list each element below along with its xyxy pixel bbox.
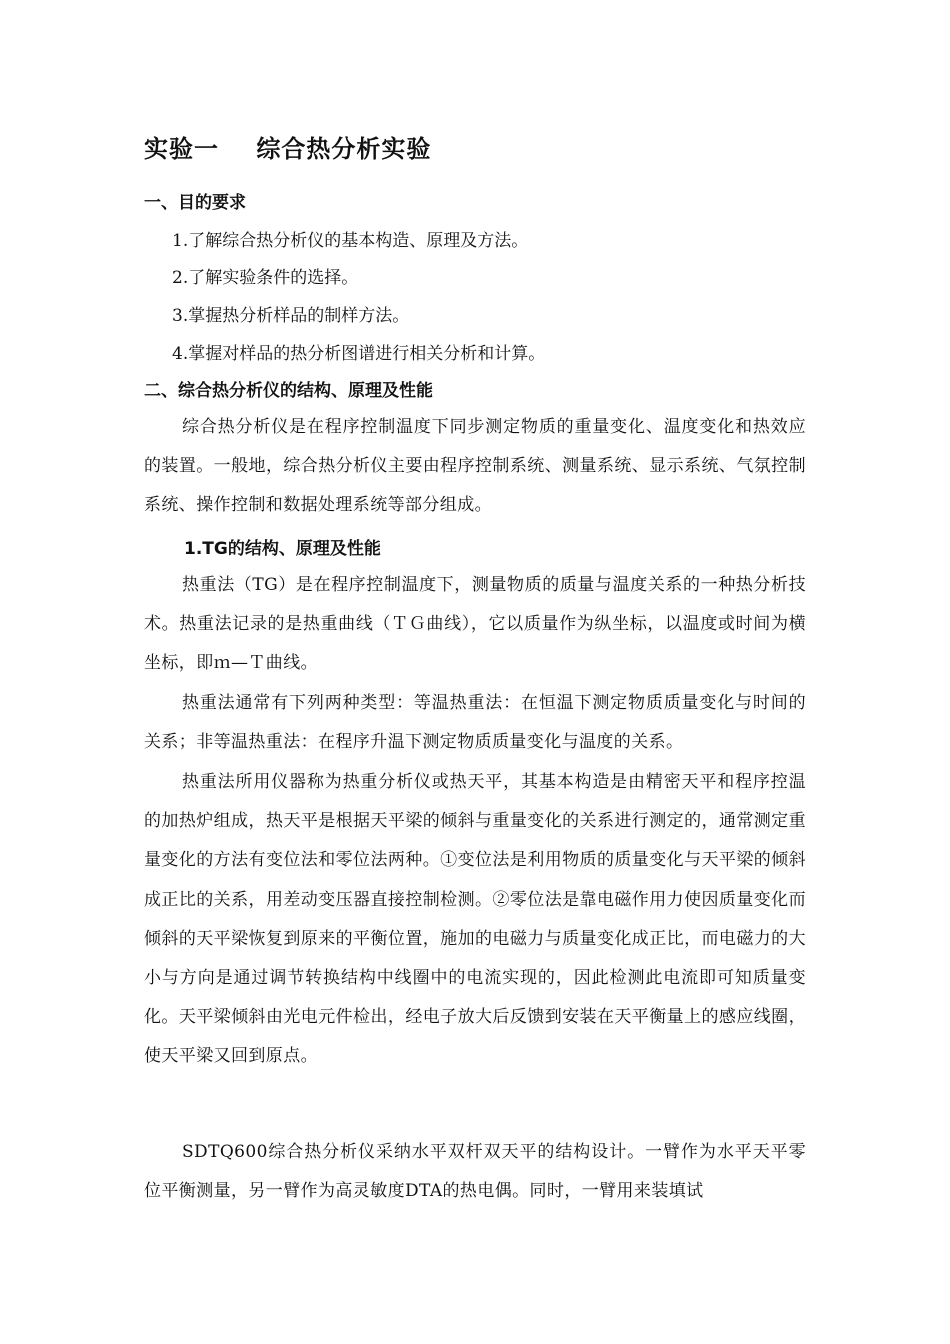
paragraph-tg-definition: 热重法（TG）是在程序控制温度下，测量物质的质量与温度关系的一种热分析技术。热重法记录的是热重曲线（ＴＧ曲线），它以质量作为纵坐标，以温度或时间为横坐标，即ｍ—Ｔ曲线。 xyxy=(144,575,806,674)
subsection-heading-tg: 1.TG的结构、原理及性能 xyxy=(184,539,381,559)
list-item: 3.掌握热分析样品的制样方法。 xyxy=(172,306,410,326)
list-item: 2.了解实验条件的选择。 xyxy=(172,268,359,288)
paragraph-tg-instrument: 热重法所用仪器称为热重分析仪或热天平，其基本构造是由精密天平和程序控温的加热炉组成，热天平是根据天平梁的倾斜与重量变化的关系进行测定的，通常测定重量变化的方法有变位法和零位法两种。①变位法是利用物质的质量变化与天平梁的倾斜成正比的关系，用差动变压器直接控制检测。②零位法是靠电磁作用力使因质量变化而倾斜的天平梁恢复到原来的平衡位置，施加的电磁力与质量变化成正比，而电磁力的大小与方向是通过调节转换结构中线圈中的电流实现的，因此检测此电流即可知质量变化。天平梁倾斜由光电元件检出，经电子放大后反馈到安装在天平衡量上的感应线圈，使天平梁又回到原点。 xyxy=(144,772,806,1067)
list-item: 4.掌握对样品的热分析图谱进行相关分析和计算。 xyxy=(172,344,546,364)
section-heading-purpose: 一、目的要求 xyxy=(144,193,246,213)
list-item: 1.了解综合热分析仪的基本构造、原理及方法。 xyxy=(172,231,529,251)
paragraph-tg-types: 热重法通常有下列两种类型：等温热重法：在恒温下测定物质质量变化与时间的关系；非等温热重法：在程序升温下测定物质质量变化与温度的关系。 xyxy=(144,693,806,753)
paragraph-intro: 综合热分析仪是在程序控制温度下同步测定物质的重量变化、温度变化和热效应的装置。一般地，综合热分析仪主要由程序控制系统、测量系统、显示系统、气氛控制系统、操作控制和数据处理系统等部分组成。 xyxy=(144,417,806,516)
section-heading-structure: 二、综合热分析仪的结构、原理及性能 xyxy=(144,381,433,401)
paragraph-sdtq600: SDTQ600综合热分析仪采纳水平双杆双天平的结构设计。一臂作为水平天平零位平衡测量，另一臂作为高灵敏度DTA的热电偶。同时，一臂用来装填试 xyxy=(144,1142,806,1202)
page-title: 实验一 综合热分析实验 xyxy=(144,135,432,163)
